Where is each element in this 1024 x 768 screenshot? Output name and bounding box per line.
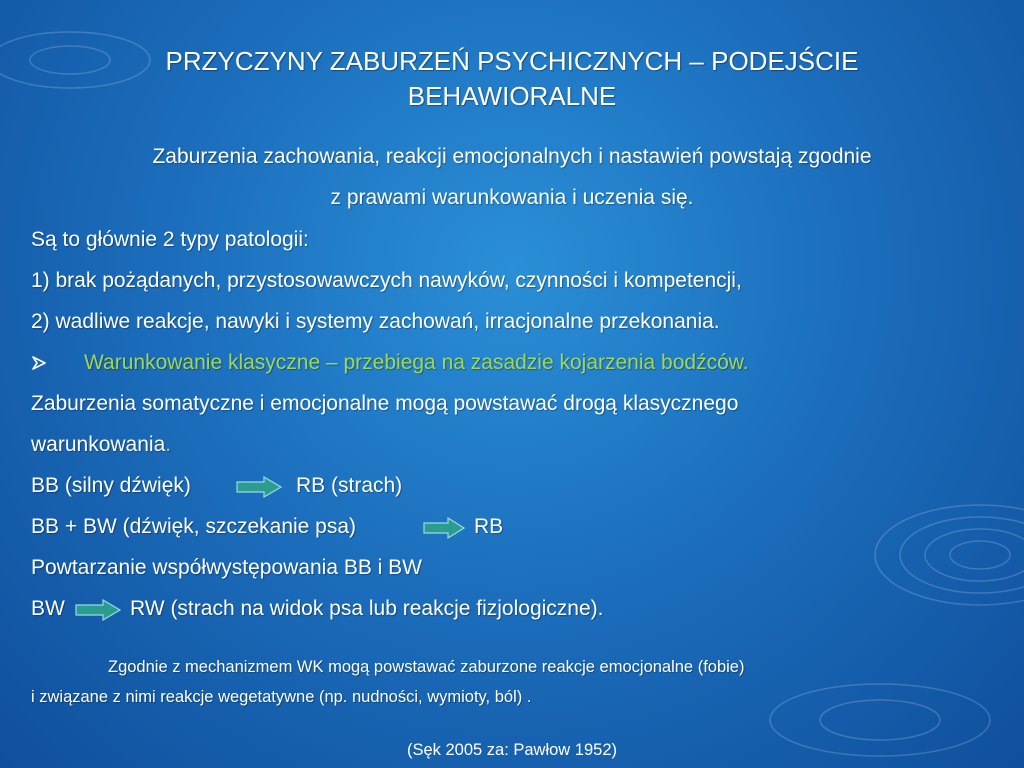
somatic-line-2 — [31, 431, 171, 459]
title-line-1: PRZYCZYNY ZABURZEŃ PSYCHICZNYCH – PODEJŚCIE — [165, 46, 859, 76]
somatic-line-1: Zaburzenia somatyczne i emocjonalne mogą powstawać drogą klasycznego — [31, 392, 739, 415]
intro-line-1: Zaburzenia zachowania, reakcji emocjonalnych i nastawień powstają zgodnie — [152, 145, 872, 168]
right-arrow-icon — [423, 517, 465, 539]
row2-right: RB — [474, 515, 504, 538]
note-line-2: i związane z nimi reakcje wegetatywne (np. nudności, wymioty, ból) . — [31, 688, 532, 706]
row1-left: BB (silny dźwięk) — [31, 474, 191, 497]
arrowhead-bullet-icon — [32, 356, 46, 370]
classical-conditioning-bullet: Warunkowanie klasyczne – przebiega na zasadzie kojarzenia bodźców. — [84, 351, 749, 374]
slide-title — [60, 44, 964, 114]
row1-right: RB (strach) — [296, 474, 403, 497]
citation: (Sęk 2005 za: Pawłow 1952) — [406, 741, 618, 759]
right-arrow-icon — [75, 599, 121, 621]
row3-co-occurrence: Powtarzanie współwystępowania BB i BW — [31, 556, 423, 579]
pathology-type-2: 2) wadliwe reakcje, nawyki i systemy zachowań, irracjonalne przekonania. — [31, 310, 720, 333]
note-line-1: Zgodnie z mechanizmem WK mogą powstawać zaburzone reakcje emocjonalne (fobie) — [108, 658, 745, 676]
row4-left: BW — [31, 597, 65, 620]
somatic-line-2-dot: . — [165, 433, 172, 456]
row4-right: RW (strach na widok psa lub reakcje fizjologiczne). — [130, 597, 604, 620]
title-line-2: BEHAWIORALNE — [407, 81, 617, 111]
right-arrow-icon — [236, 476, 282, 498]
pathology-type-1: 1) brak pożądanych, przystosowawczych nawyków, czynności i kompetencji, — [31, 269, 742, 292]
types-heading: Są to głównie 2 typy patologii: — [31, 228, 309, 251]
row2-left: BB + BW (dźwięk, szczekanie psa) — [31, 515, 357, 538]
intro-line-2: z prawami warunkowania i uczenia się. — [330, 186, 694, 209]
somatic-line-2-text: warunkowania — [31, 433, 166, 456]
